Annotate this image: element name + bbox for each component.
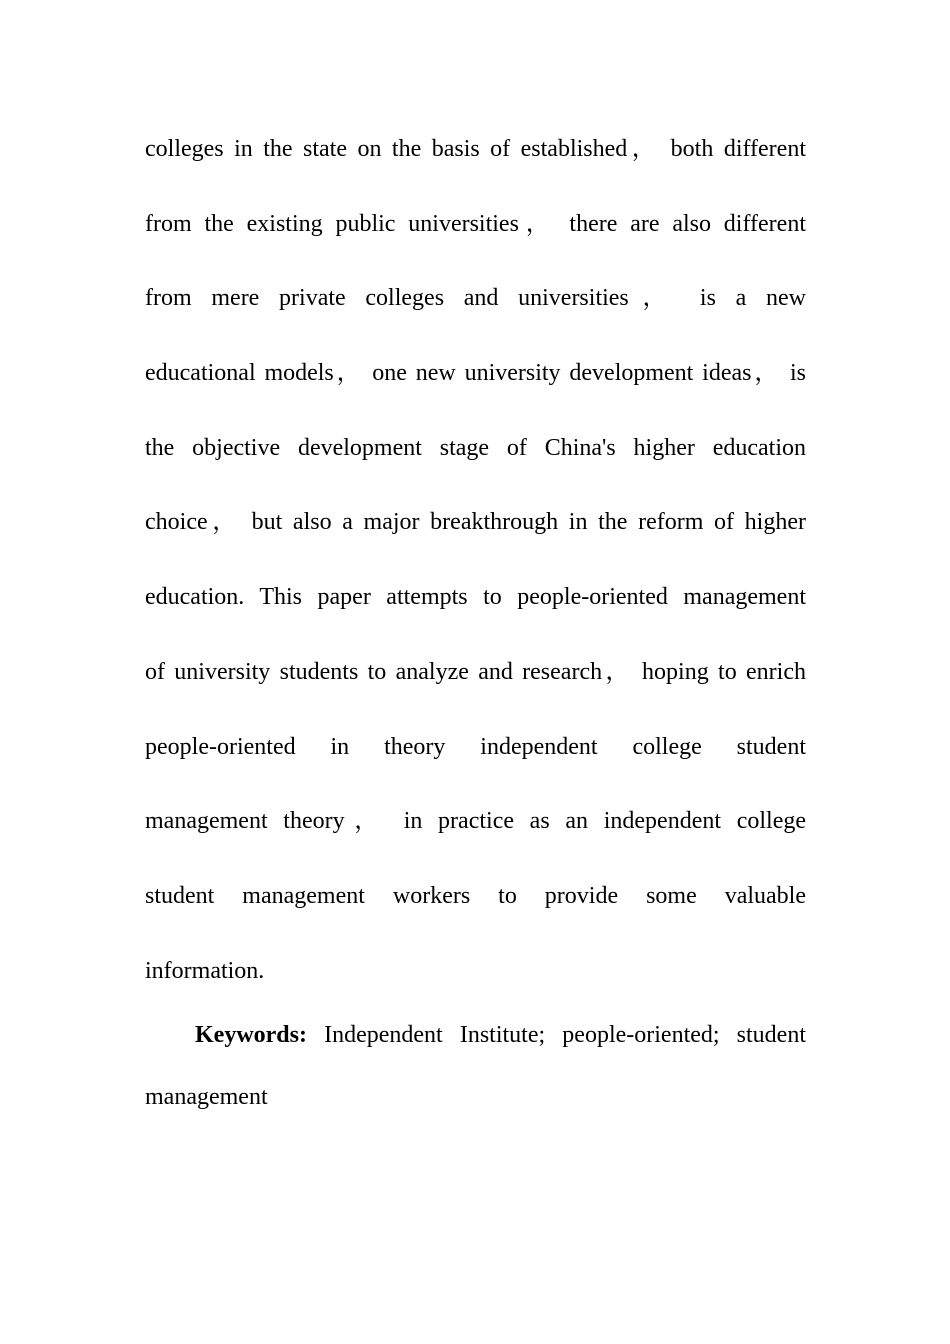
paragraph-line: choice， but also a major breakthrough in the reform of higher [145, 509, 806, 536]
paragraph-line: colleges in the state on the basis of established， both different [145, 136, 806, 162]
paragraph-line: of university students to analyze and research， hoping to enrich [145, 658, 806, 685]
paragraph-line: student management workers to provide some valuable [145, 882, 806, 909]
paragraph-line: information. [145, 957, 265, 984]
keywords-section [145, 1005, 806, 1129]
paragraph-line: from the existing public universities， there are also different [145, 210, 806, 237]
paragraph-line: people-oriented in theory independent college student [145, 733, 806, 760]
keywords-label: Keywords: [195, 1022, 307, 1048]
keywords-text: Independent Institute; people-oriented; student [324, 1022, 806, 1048]
paragraph-line: the objective development stage of China's higher education [145, 434, 806, 461]
abstract-paragraph [145, 119, 806, 1015]
keywords-line-continued: management [145, 1084, 268, 1110]
paragraph-line: management theory， in practice as an independent college [145, 808, 806, 835]
paragraph-line: educational models， one new university development ideas， is [145, 360, 806, 387]
keywords-line [145, 1005, 806, 1067]
paragraph-line: from mere private colleges and universities， is a new [145, 285, 806, 312]
paragraph-line: education. This paper attempts to people-oriented management [145, 584, 806, 611]
